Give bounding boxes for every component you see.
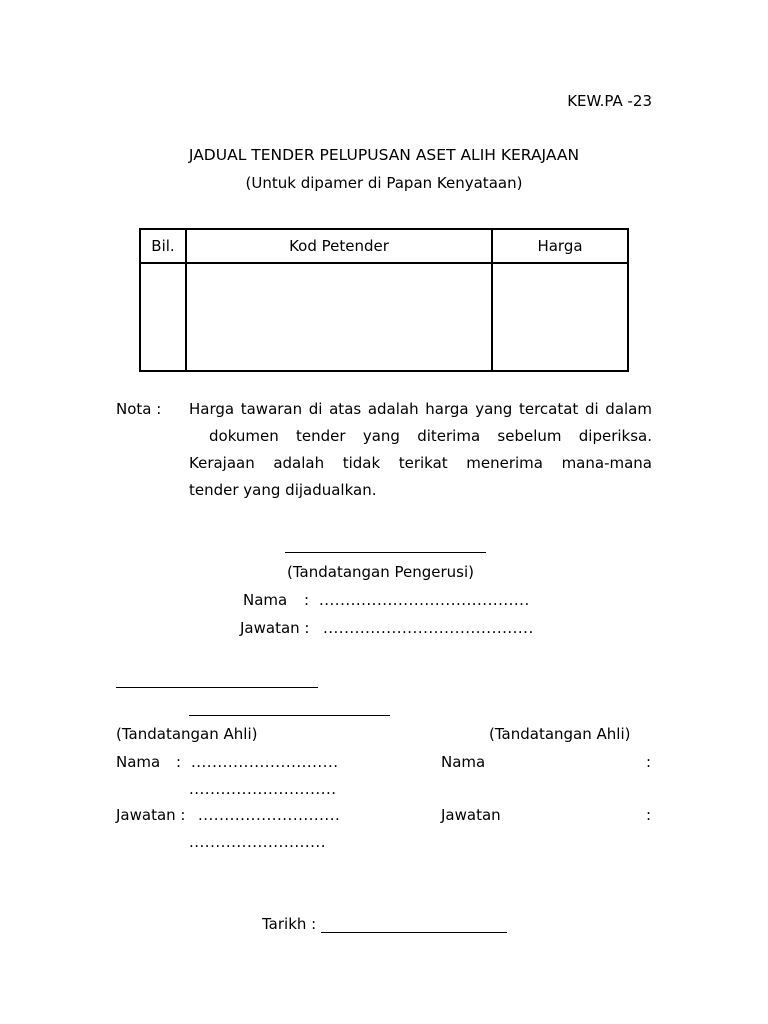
column-header-harga: Harga (492, 229, 628, 263)
member-left-name-value: ............................ (191, 753, 339, 771)
table-row (140, 263, 628, 371)
table-cell-harga (492, 263, 628, 371)
member-right-position-colon: : (646, 806, 652, 824)
form-code: KEW.PA -23 (567, 92, 652, 110)
member-left-position-label: Jawatan : (116, 806, 186, 824)
document-subtitle: (Untuk dipamer di Papan Kenyataan) (245, 174, 523, 192)
table-cell-kod-petender (186, 263, 492, 371)
note-line: Harga tawaran di atas adalah harga yang tercatat di dalam (189, 400, 652, 418)
chairman-name-label: Nama (243, 591, 288, 609)
member-right-name-label: Nama (441, 753, 486, 771)
note-text (189, 396, 652, 504)
member-left-position-value: ........................... (198, 806, 341, 824)
member-left-name-value-continued: ............................ (189, 780, 337, 798)
note-line: tender yang dijadualkan. (189, 481, 377, 499)
note-label: Nota : (116, 400, 162, 418)
chairman-position-label: Jawatan : (240, 619, 310, 637)
member-right-position-label: Jawatan (441, 806, 501, 824)
member-right-name-colon: : (646, 753, 652, 771)
chairman-signature-line (285, 552, 486, 553)
member-signature-line (116, 687, 318, 688)
member-signature-line (189, 715, 390, 716)
note-line: dokumen tender yang diterima sebelum diperiksa. (209, 427, 652, 445)
table-cell-bil (140, 263, 186, 371)
member-left-name-label: Nama (116, 753, 161, 771)
chairman-position-value: ........................................ (323, 619, 534, 637)
chairman-name-value: ........................................ (319, 591, 530, 609)
chairman-signature-caption: (Tandatangan Pengerusi) (287, 563, 475, 581)
tender-table (139, 228, 629, 372)
date-label: Tarikh : (262, 915, 317, 933)
note-line: Kerajaan adalah tidak terikat menerima mana-mana (189, 454, 652, 472)
column-header-kod-petender: Kod Petender (186, 229, 492, 263)
member-right-signature-caption: (Tandatangan Ahli) (489, 725, 631, 743)
column-header-bil: Bil. (140, 229, 186, 263)
member-left-signature-caption: (Tandatangan Ahli) (116, 725, 258, 743)
date-line (321, 932, 507, 933)
table-header-row (140, 229, 628, 263)
member-left-name-colon: : (176, 753, 182, 771)
chairman-name-colon: : (304, 591, 310, 609)
member-left-position-value-continued: .......................... (189, 833, 326, 851)
document-title: JADUAL TENDER PELUPUSAN ASET ALIH KERAJAAN (188, 146, 580, 164)
